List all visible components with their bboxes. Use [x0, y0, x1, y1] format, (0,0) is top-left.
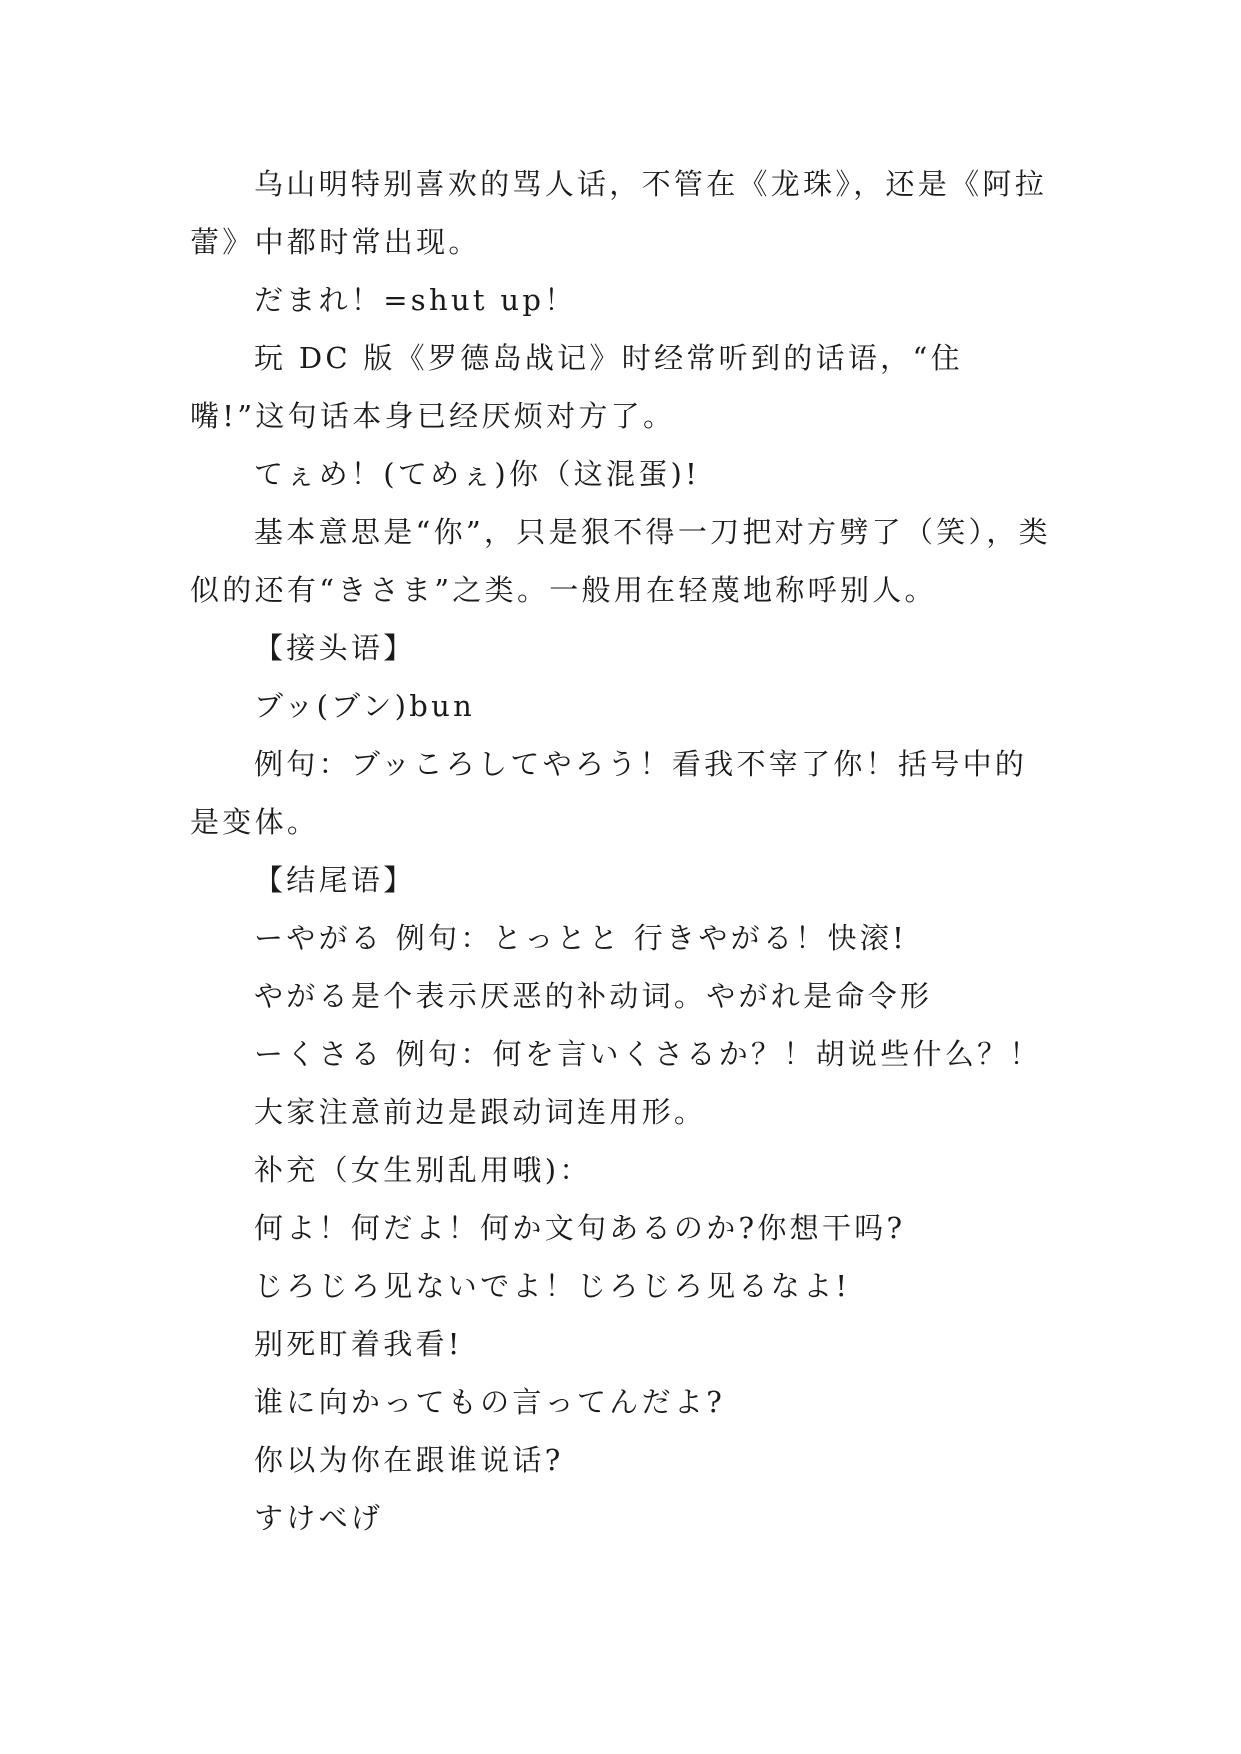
- paragraph: じろじろ见ないでよ！じろじろ见るなよ!: [254, 1269, 851, 1303]
- paragraph: 别死盯着我看!: [254, 1327, 463, 1361]
- section-heading: 【结尾语】: [254, 863, 416, 897]
- paragraph: 例句：ブッころしてやろう！看我不宰了你！括号中的是变体。: [190, 747, 1028, 839]
- paragraph: 基本意思是“你”，只是狠不得一刀把对方劈了（笑），类似的还有“きさま”之类。一般用在轻蔑地称呼别人。: [190, 515, 1051, 607]
- paragraph: だまれ！=shut up！: [254, 283, 577, 317]
- paragraph: やがる是个表示厌恶的补动词。やがれ是命令形: [254, 979, 933, 1013]
- paragraph: ーやがる 例句：とっとと 行きやがる！快滚!: [254, 921, 908, 955]
- paragraph: 补充（女生别乱用哦)：: [254, 1153, 592, 1187]
- paragraph: 乌山明特别喜欢的骂人话，不管在《龙珠》，还是《阿拉蕾》中都时常出现。: [190, 167, 1048, 259]
- document-body: [190, 155, 1052, 1547]
- paragraph: ーくさる 例句：何を言いくさるか？！胡说些什么？！: [254, 1037, 1042, 1071]
- paragraph: ブッ(ブン)bun: [254, 689, 476, 723]
- paragraph: てぇめ！(てめぇ)你（这混蛋)!: [254, 457, 701, 491]
- paragraph: 何よ！何だよ！何か文句あるのか?你想干吗?: [254, 1211, 906, 1245]
- paragraph: 你以为你在跟谁说话?: [254, 1443, 564, 1477]
- paragraph: 大家注意前边是跟动词连用形。: [254, 1095, 707, 1129]
- paragraph: 玩 DC 版《罗德岛战记》时经常听到的话语，“住嘴!”这句话本身已经厌烦对方了。: [190, 341, 963, 433]
- section-heading: 【接头语】: [254, 631, 416, 665]
- paragraph: すけべげ: [254, 1501, 384, 1535]
- paragraph: 谁に向かってもの言ってんだよ?: [254, 1385, 726, 1419]
